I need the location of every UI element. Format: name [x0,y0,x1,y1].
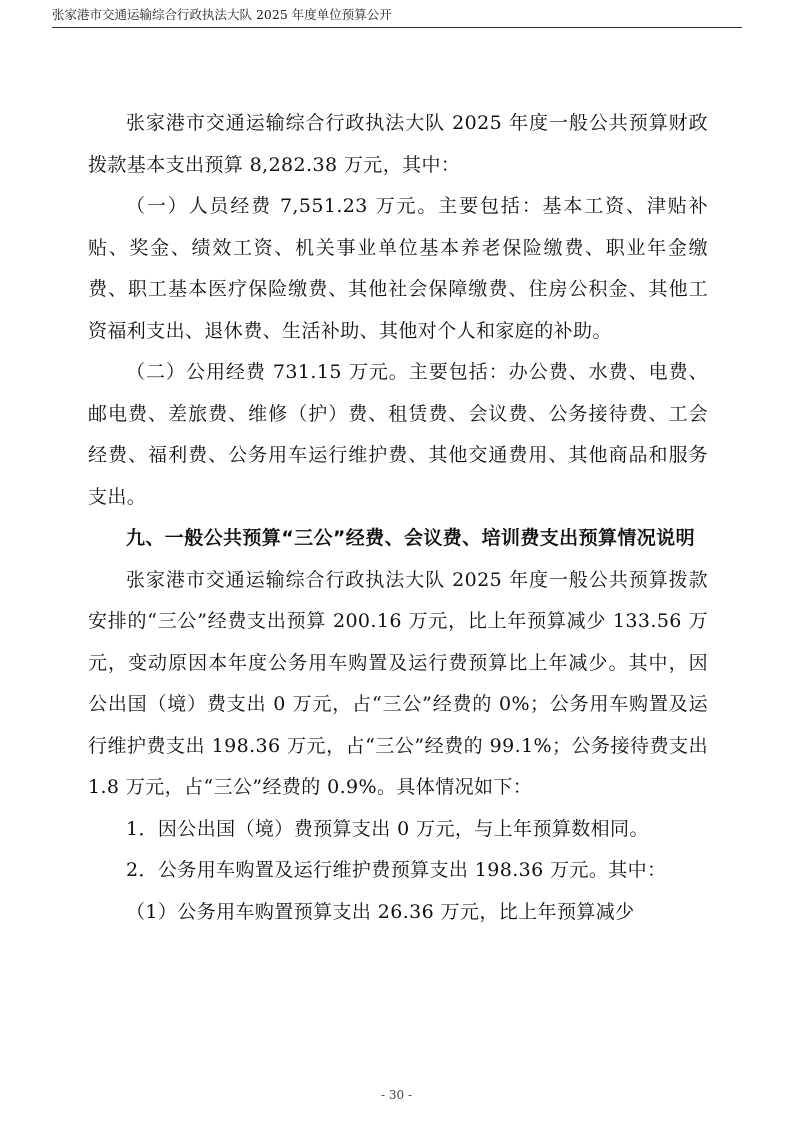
document-body [88,103,708,933]
paragraph-basic-expenditure: 张家港市交通运输综合行政执法大队 2025 年度一般公共预算财政拨款基本支出预算 8,282.38 万元，其中： [88,112,708,176]
list-item-vehicle: 2．公务用车购置及运行维护费预算支出 198.36 万元。其中： [126,859,667,881]
header-divider [52,27,742,28]
paragraph-personnel-funds: （一）人员经费 7,551.23 万元。主要包括：基本工资、津贴补贴、奖金、绩效工资、机关事业单位基本养老保险缴费、职业年金缴费、职工基本医疗保险缴费、其他社会保障缴费、住房公积金、其他工资福利支出、退休费、生活补助、其他对个人和家庭的补助。 [88,195,708,342]
paragraph-public-funds: （二）公用经费 731.15 万元。主要包括：办公费、水费、电费、邮电费、差旅费、维修（护）费、租赁费、会议费、公务接待费、工会经费、福利费、公务用车运行维护费、其他交通费用、其他商品和服务支出。 [88,361,708,508]
page-number: - 30 - [380,1088,412,1102]
section-heading-three-public: 九、一般公共预算“三公”经费、会议费、培训费支出预算情况说明 [126,527,695,549]
list-item-vehicle-purchase: （1）公务用车购置预算支出 26.36 万元，比上年预算减少 [126,900,635,923]
page-header: 张家港市交通运输综合行政执法大队 2025 年度单位预算公开 [52,7,392,22]
paragraph-three-public-summary: 张家港市交通运输综合行政执法大队 2025 年度一般公共预算拨款安排的“三公”经费支出预算 200.16 万元，比上年预算减少 133.56 万元，变动原因本年度公务用车购置及运行费预算比上年减少。其中，因公出国（境）费支出 0 万元，占“三公”经费的 0%；公务用车购置及运行维护费支出 198.36 万元，占“三公”经费的 99.1%；公务接待费支出 1.8 万元，占“三公”经费的 0.9%。具体情况如下： [88,568,708,798]
list-item-overseas: 1．因公出国（境）费预算支出 0 万元，与上年预算数相同。 [126,817,649,840]
